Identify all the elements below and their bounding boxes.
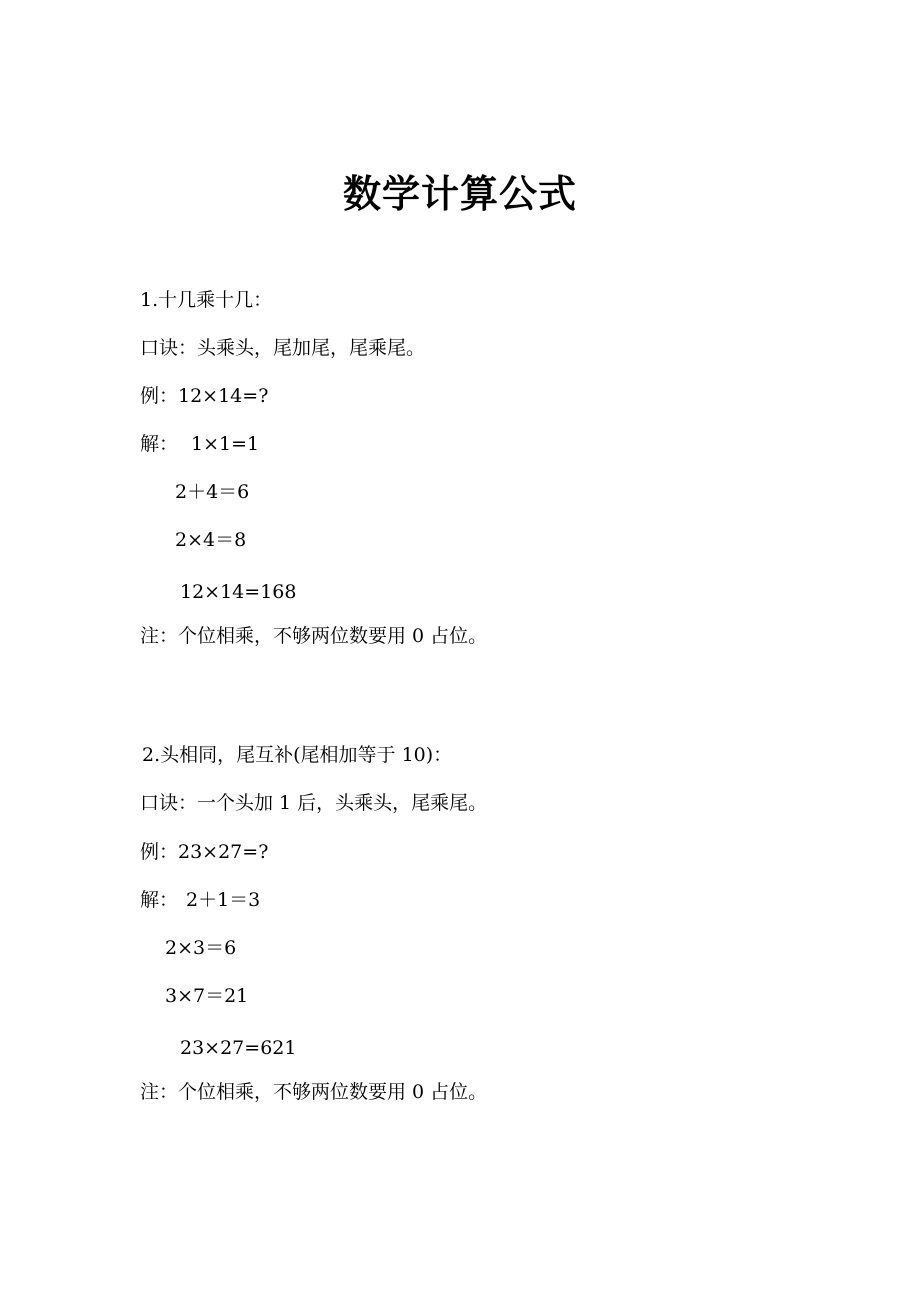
- solution-result: 12×14=168: [180, 581, 297, 603]
- page-title: 数学计算公式: [342, 172, 577, 216]
- example: 例：23×27=?: [140, 841, 269, 863]
- solution-result: 23×27=621: [180, 1037, 297, 1059]
- solution-step: 2×4＝8: [175, 529, 247, 551]
- note: 注：个位相乘，不够两位数要用 0 占位。: [140, 625, 488, 647]
- solution-step: 2×3＝6: [165, 937, 237, 959]
- section-heading: 1.十几乘十几：: [140, 289, 273, 311]
- mnemonic: 口诀：一个头加 1 后，头乘头，尾乘尾。: [140, 792, 488, 814]
- example: 例：12×14=?: [140, 385, 269, 407]
- note: 注：个位相乘，不够两位数要用 0 占位。: [140, 1081, 488, 1103]
- solution-step: 2＋1＝3: [186, 889, 261, 911]
- solution-step: 1×1=1: [191, 433, 260, 455]
- solution-step: 3×7＝21: [165, 985, 249, 1007]
- section-heading: 2.头相同，尾互补(尾相加等于 10)：: [142, 744, 453, 766]
- solution-label: 解：: [140, 433, 179, 455]
- mnemonic: 口诀：头乘头，尾加尾，尾乘尾。: [140, 337, 426, 359]
- solution-label: 解：: [140, 889, 179, 911]
- solution-step: 2＋4＝6: [175, 481, 250, 503]
